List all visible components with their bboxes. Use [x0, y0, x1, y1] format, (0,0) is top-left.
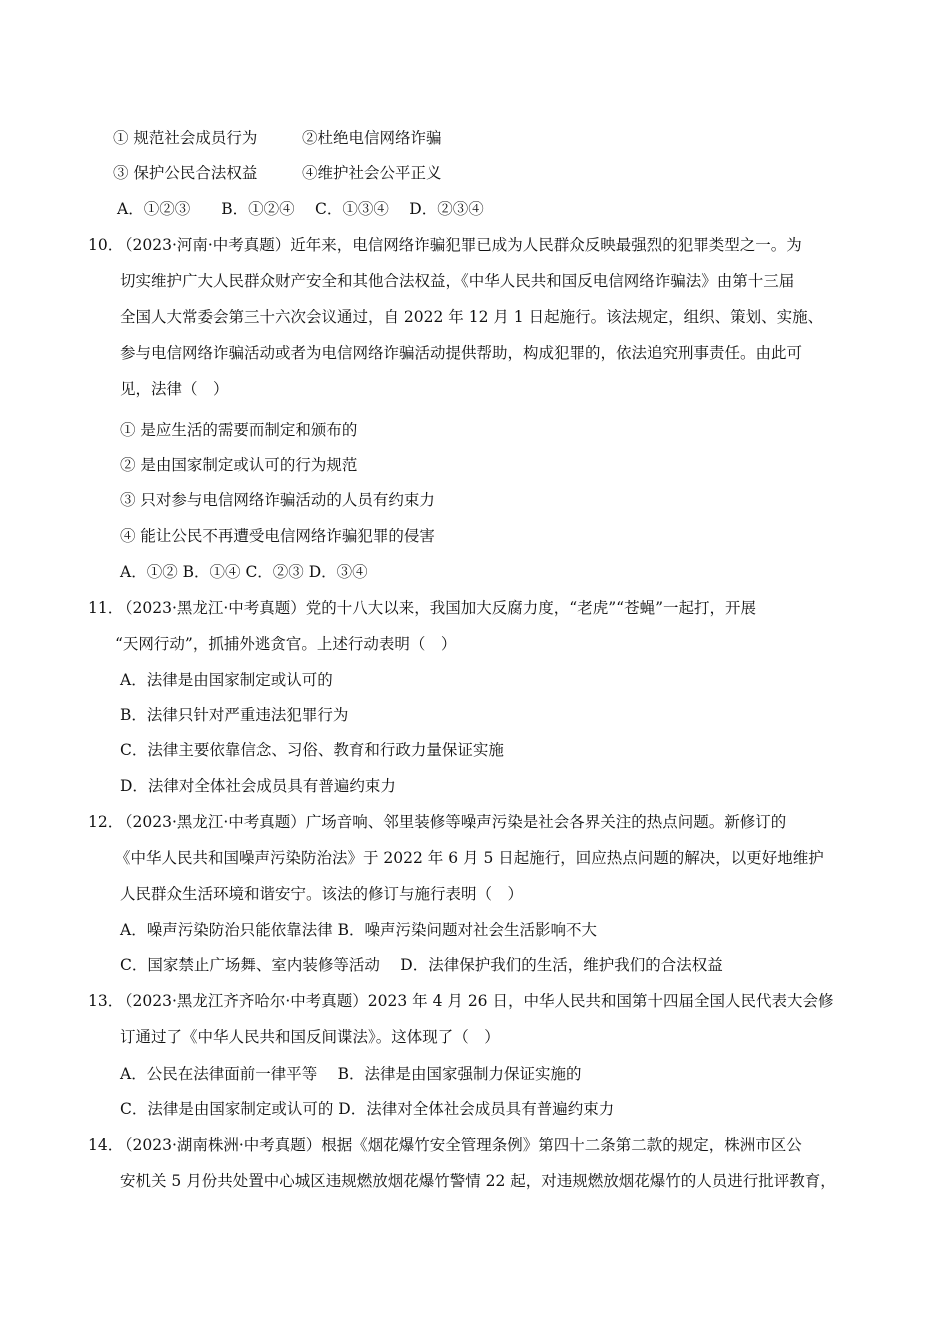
q9-choices: A．①②③ B．①②④ C．①③④ D．②③④ [117, 200, 484, 218]
q13-options-ab: A．公民在法律面前一律平等 B．法律是由国家强制力保证实施的 [120, 1065, 582, 1083]
q11-option-a: A．法律是由国家制定或认可的 [120, 671, 333, 689]
q10-option-2: ② 是由国家制定或认可的行为规范 [120, 456, 358, 474]
q9-option-1: ① 规范社会成员行为 [113, 129, 258, 147]
q11-stem-line-1: （2023·黑龙江·中考真题）党的十八大以来，我国加大反腐力度，“老虎”“苍蝇”一起打，开展 [117, 599, 756, 617]
q12-options-ab: A．噪声污染防治只能依靠法律 B．噪声污染问题对社会生活影响不大 [120, 921, 598, 939]
q10-choices: A．①② B．①④ C．②③ D．③④ [120, 563, 368, 581]
q10-option-4: ④ 能让公民不再遭受电信网络诈骗犯罪的侵害 [120, 527, 435, 545]
q12-options-cd: C．国家禁止广场舞、室内装修等活动 D．法律保护我们的生活，维护我们的合法权益 [120, 956, 723, 974]
q9-option-4: ④维护社会公平正义 [302, 164, 442, 182]
q13-stem-line-2: 订通过了《中华人民共和国反间谍法》。这体现了（ ） [120, 1028, 500, 1046]
q14-stem-line-1: （2023·湖南株洲·中考真题）根据《烟花爆竹安全管理条例》第四十二条第二款的规定，株洲市区公 [117, 1136, 802, 1154]
q12-number: 12． [88, 813, 124, 831]
q13-stem-line-1: （2023·黑龙江齐齐哈尔·中考真题）2023 年 4 月 26 日，中华人民共和国第十四届全国人民代表大会修 [117, 992, 834, 1010]
q10-option-3: ③ 只对参与电信网络诈骗活动的人员有约束力 [120, 491, 435, 509]
q12-stem-line-2: 《中华人民共和国噪声污染防治法》于 2022 年 6 月 5 日起施行，回应热点问题的解决，以更好地维护 [115, 849, 824, 867]
q10-number: 10． [88, 236, 124, 254]
q11-option-d: D．法律对全体社会成员具有普遍约束力 [120, 777, 396, 795]
q10-stem-line-2: 切实维护广大人民群众财产安全和其他合法权益，《中华人民共和国反电信网络诈骗法》由第十三届 [120, 272, 795, 290]
q10-stem-line-3: 全国人大常委会第三十六次会议通过，自 2022 年 12 月 1 日起施行。该法规定，组织、策划、实施、 [120, 308, 824, 326]
q10-option-1: ① 是应生活的需要而制定和颁布的 [120, 421, 358, 439]
q9-option-2: ②杜绝电信网络诈骗 [302, 129, 442, 147]
q13-number: 13． [88, 992, 124, 1010]
q14-number: 14． [88, 1136, 124, 1154]
q12-stem-line-1: （2023·黑龙江·中考真题）广场音响、邻里装修等噪声污染是社会各界关注的热点问题。新修订的 [117, 813, 787, 831]
q11-number: 11． [88, 599, 124, 617]
q10-stem-line-1: （2023·河南·中考真题）近年来，电信网络诈骗犯罪已成为人民群众反映最强烈的犯罪类型之一。为 [117, 236, 802, 254]
q11-stem-line-2: “天网行动”，抓捕外逃贪官。上述行动表明（ ） [115, 635, 457, 653]
q12-stem-line-3: 人民群众生活环境和谐安宁。该法的修订与施行表明（ ） [120, 885, 524, 903]
q11-option-c: C．法律主要依靠信念、习俗、教育和行政力量保证实施 [120, 741, 504, 759]
q14-stem-line-2: 安机关 5 月份共处置中心城区违规燃放烟花爆竹警情 22 起，对违规燃放烟花爆竹的人员进行批评教育， [120, 1172, 836, 1190]
q10-stem-line-5: 见，法律（ ） [120, 380, 229, 398]
q13-options-cd: C．法律是由国家制定或认可的 D．法律对全体社会成员具有普遍约束力 [120, 1100, 615, 1118]
q10-stem-line-4: 参与电信网络诈骗活动或者为电信网络诈骗活动提供帮助，构成犯罪的，依法追究刑事责任。由此可 [120, 344, 803, 362]
q9-option-3: ③ 保护公民合法权益 [113, 164, 258, 182]
q11-option-b: B．法律只针对严重违法犯罪行为 [120, 706, 349, 724]
